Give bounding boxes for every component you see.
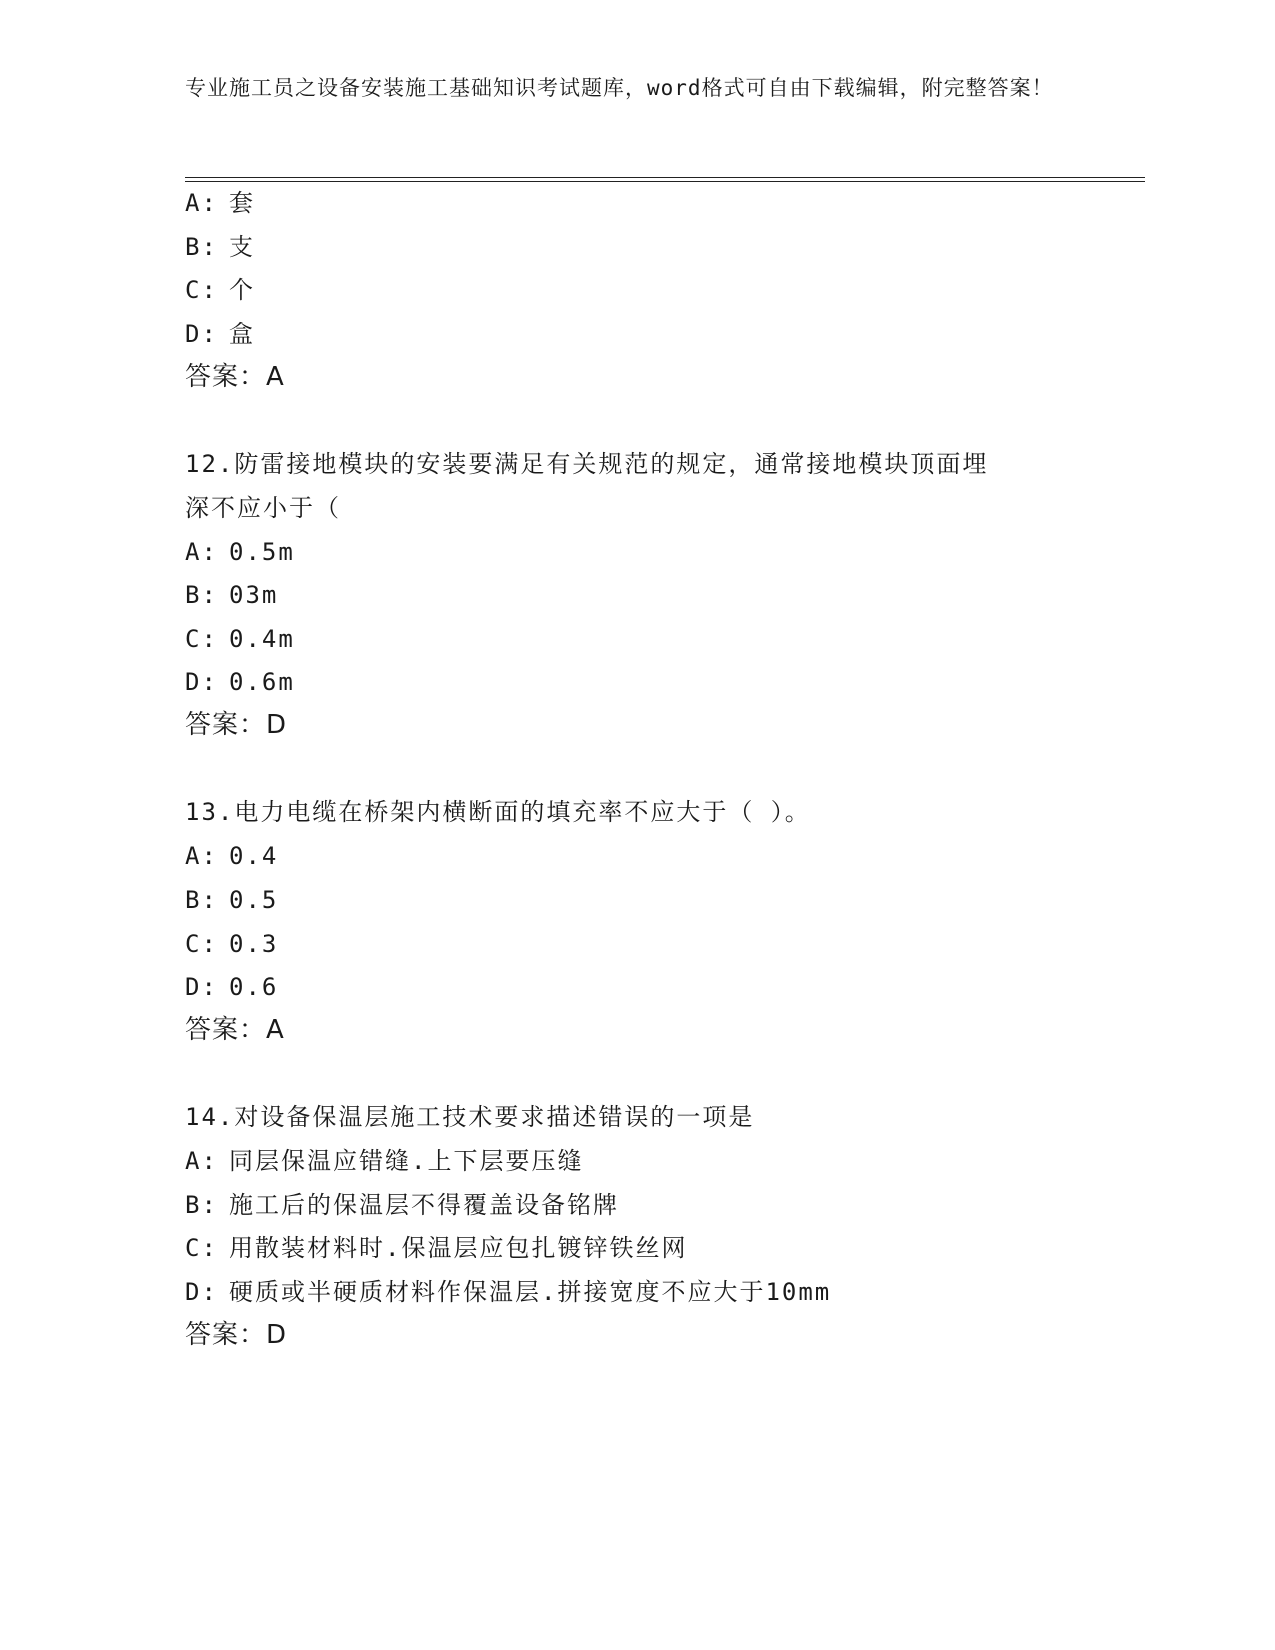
q11-option-c [185,275,255,305]
option-letter: C: [185,1234,218,1262]
q14-answer: 答案：D [185,1320,288,1350]
q13-option-d [185,972,278,1002]
option-text: 0.5m [229,538,295,566]
q13-option-a [185,841,278,871]
q13-option-b [185,885,278,915]
option-letter: D: [185,973,218,1001]
option-letter: D: [185,668,218,696]
q12-option-c [185,624,295,654]
q12-option-a [185,537,295,567]
option-letter: C: [185,276,218,304]
q12-option-d [185,667,295,697]
header-divider [185,177,1145,182]
option-text: 0.3 [229,930,279,958]
option-letter: B: [185,886,218,914]
option-letter: A: [185,1147,218,1175]
q11-option-a [185,188,255,218]
q12-stem-line2: 深不应小于（ [185,494,341,522]
q14-option-d [185,1277,831,1307]
q12-option-b [185,580,278,610]
q11-option-d [185,319,255,349]
option-text: 个 [229,276,255,304]
option-text: 施工后的保温层不得覆盖设备铭牌 [229,1191,619,1219]
q14-stem-line1: 14.对设备保温层施工技术要求描述错误的一项是 [185,1103,755,1131]
option-text: 套 [229,189,255,217]
option-letter: A: [185,538,218,566]
option-text: 硬质或半硬质材料作保温层.拼接宽度不应大于10mm [229,1278,832,1306]
option-letter: C: [185,625,218,653]
option-letter: C: [185,930,218,958]
q12-stem-line1: 12.防雷接地模块的安装要满足有关规范的规定，通常接地模块顶面埋 [185,450,989,478]
option-letter: D: [185,1278,218,1306]
option-letter: B: [185,581,218,609]
option-letter: B: [185,233,218,261]
q11-option-b [185,232,255,262]
option-text: 同层保温应错缝.上下层要压缝 [229,1147,584,1175]
option-text: 0.6m [229,668,295,696]
q11-answer: 答案：A [185,362,285,392]
document-header: 专业施工员之设备安装施工基础知识考试题库，word格式可自由下载编辑，附完整答案！ [185,76,1054,100]
option-text: 0.4 [229,842,279,870]
option-text: 0.4m [229,625,295,653]
option-text: 支 [229,233,255,261]
q13-answer: 答案：A [185,1015,285,1045]
option-letter: B: [185,1191,218,1219]
q14-option-a [185,1146,583,1176]
option-text: 03m [229,581,279,609]
q14-option-c [185,1233,687,1263]
option-text: 用散装材料时.保温层应包扎镀锌铁丝网 [229,1234,688,1262]
option-text: 0.5 [229,886,279,914]
q12-answer: 答案：D [185,710,288,740]
q13-option-c [185,929,278,959]
option-letter: A: [185,842,218,870]
option-letter: D: [185,320,218,348]
q13-stem-line1: 13.电力电缆在桥架内横断面的填充率不应大于（ ）。 [185,798,811,826]
q14-option-b [185,1190,619,1220]
option-text: 盒 [229,320,255,348]
option-text: 0.6 [229,973,279,1001]
option-letter: A: [185,189,218,217]
